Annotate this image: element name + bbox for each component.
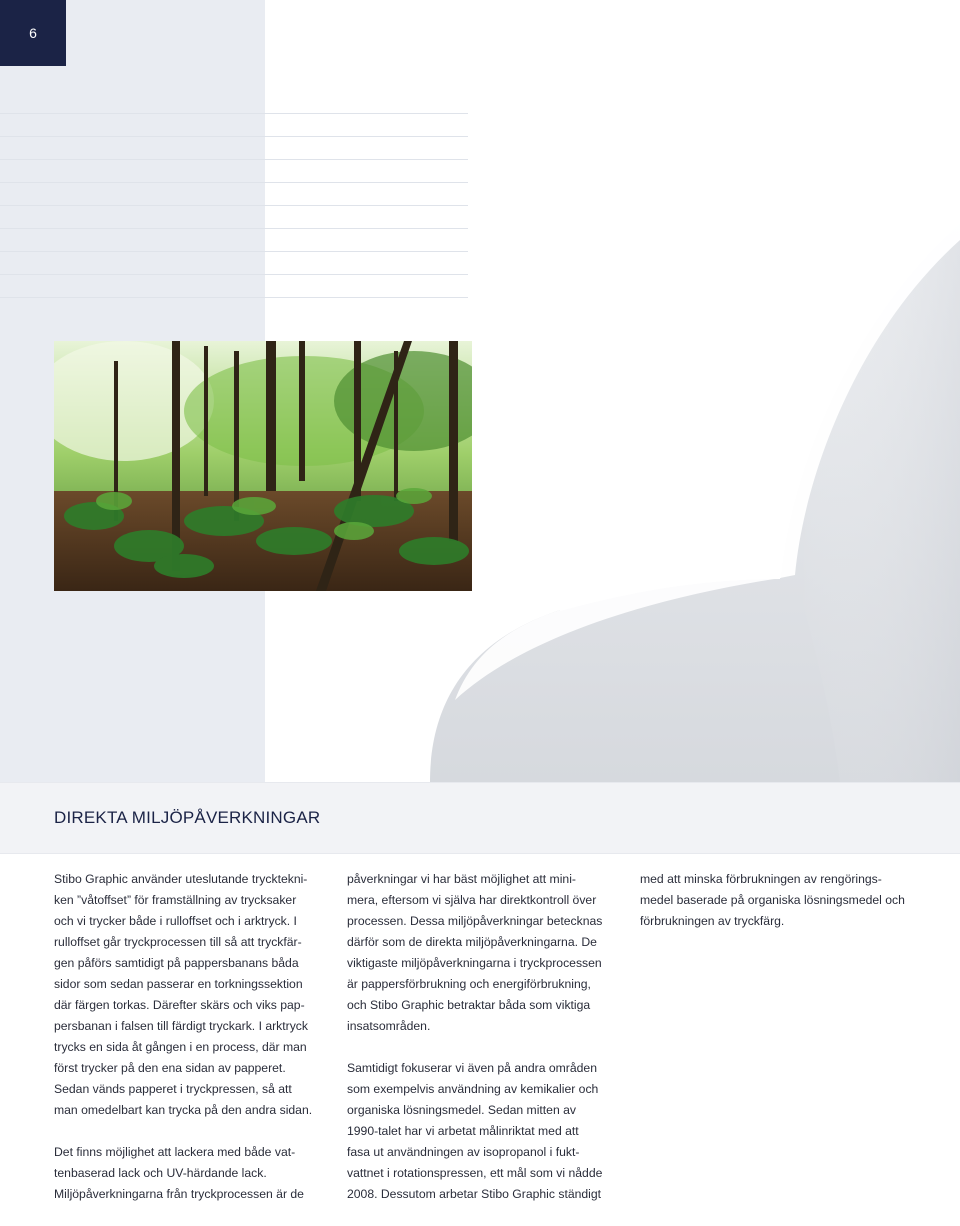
text-line: förbrukningen av tryckfärg. xyxy=(640,914,785,928)
text-line: och Stibo Graphic betraktar båda som viktiga xyxy=(347,998,591,1012)
text-line: 1990-talet har vi arbetat målinriktat med att xyxy=(347,1124,579,1138)
text-line: sidor som sedan passerar en torkningssektion xyxy=(54,977,303,991)
text-line: därför som de direkta miljöpåverkningarna. De xyxy=(347,935,597,949)
forest-photo-illustration xyxy=(54,341,472,591)
page-number: 6 xyxy=(29,25,37,41)
text-column-3 xyxy=(640,869,940,953)
text-line: processen. Dessa miljöpåverkningar betecknas xyxy=(347,914,603,928)
paragraph xyxy=(54,1142,324,1205)
text-line: persbanan i falsen till färdigt tryckark. I arktryck xyxy=(54,1019,308,1033)
text-line: Stibo Graphic använder uteslutande trycktekni- xyxy=(54,872,308,886)
text-line: trycks en sida åt gången i en process, där man xyxy=(54,1040,307,1054)
paragraph xyxy=(640,869,940,932)
text-line: gen påförs samtidigt på pappersbanans båda xyxy=(54,956,299,970)
text-line: ken ”våtoffset” för framställning av trycksaker xyxy=(54,893,297,907)
text-line: viktigaste miljöpåverkningarna i tryckprocessen xyxy=(347,956,602,970)
paragraph xyxy=(54,869,324,1121)
text-line: med att minska förbrukningen av rengörings- xyxy=(640,872,882,886)
text-column-2 xyxy=(347,869,617,1226)
text-line: tenbaserad lack och UV-härdande lack. xyxy=(54,1166,267,1180)
text-line: och vi trycker både i rulloffset och i arktryck. I xyxy=(54,914,297,928)
text-column-1 xyxy=(54,869,324,1226)
text-line: rulloffset går tryckprocessen till så att tryckfär- xyxy=(54,935,302,949)
text-line: Samtidigt fokuserar vi även på andra områden xyxy=(347,1061,597,1075)
text-line: är pappersförbrukning och energiförbrukning, xyxy=(347,977,591,991)
page-number-badge xyxy=(0,0,66,66)
text-line: Sedan vänds papperet i tryckpressen, så att xyxy=(54,1082,292,1096)
text-line: som exempelvis användning av kemikalier och xyxy=(347,1082,599,1096)
text-line: mera, eftersom vi själva har direktkontroll över xyxy=(347,893,597,907)
text-line: Miljöpåverkningarna från tryckprocessen är de xyxy=(54,1187,304,1201)
text-line: Det finns möjlighet att lackera med både vat- xyxy=(54,1145,296,1159)
text-line: man omedelbart kan trycka på den andra sidan. xyxy=(54,1103,313,1117)
text-line: fasa ut användningen av isopropanol i fukt- xyxy=(347,1145,580,1159)
forest-photo xyxy=(54,341,472,591)
text-line: insatsområden. xyxy=(347,1019,431,1033)
text-line: medel baserade på organiska lösningsmedel och xyxy=(640,893,905,907)
text-line: först trycker på den ena sidan av papperet. xyxy=(54,1061,286,1075)
text-line: 2008. Dessutom arbetar Stibo Graphic ständigt xyxy=(347,1187,602,1201)
text-line: påverkningar vi har bäst möjlighet att mini- xyxy=(347,872,576,886)
text-line: organiska lösningsmedel. Sedan mitten av xyxy=(347,1103,576,1117)
text-line: där färgen torkas. Därefter skärs och viks pap- xyxy=(54,998,305,1012)
section-heading: DIREKTA MILJÖPÅVERKNINGAR xyxy=(54,808,321,827)
paragraph xyxy=(347,1058,617,1205)
text-line: vattnet i rotationspressen, ett mål som vi nådde xyxy=(347,1166,603,1180)
paragraph xyxy=(347,869,617,1037)
